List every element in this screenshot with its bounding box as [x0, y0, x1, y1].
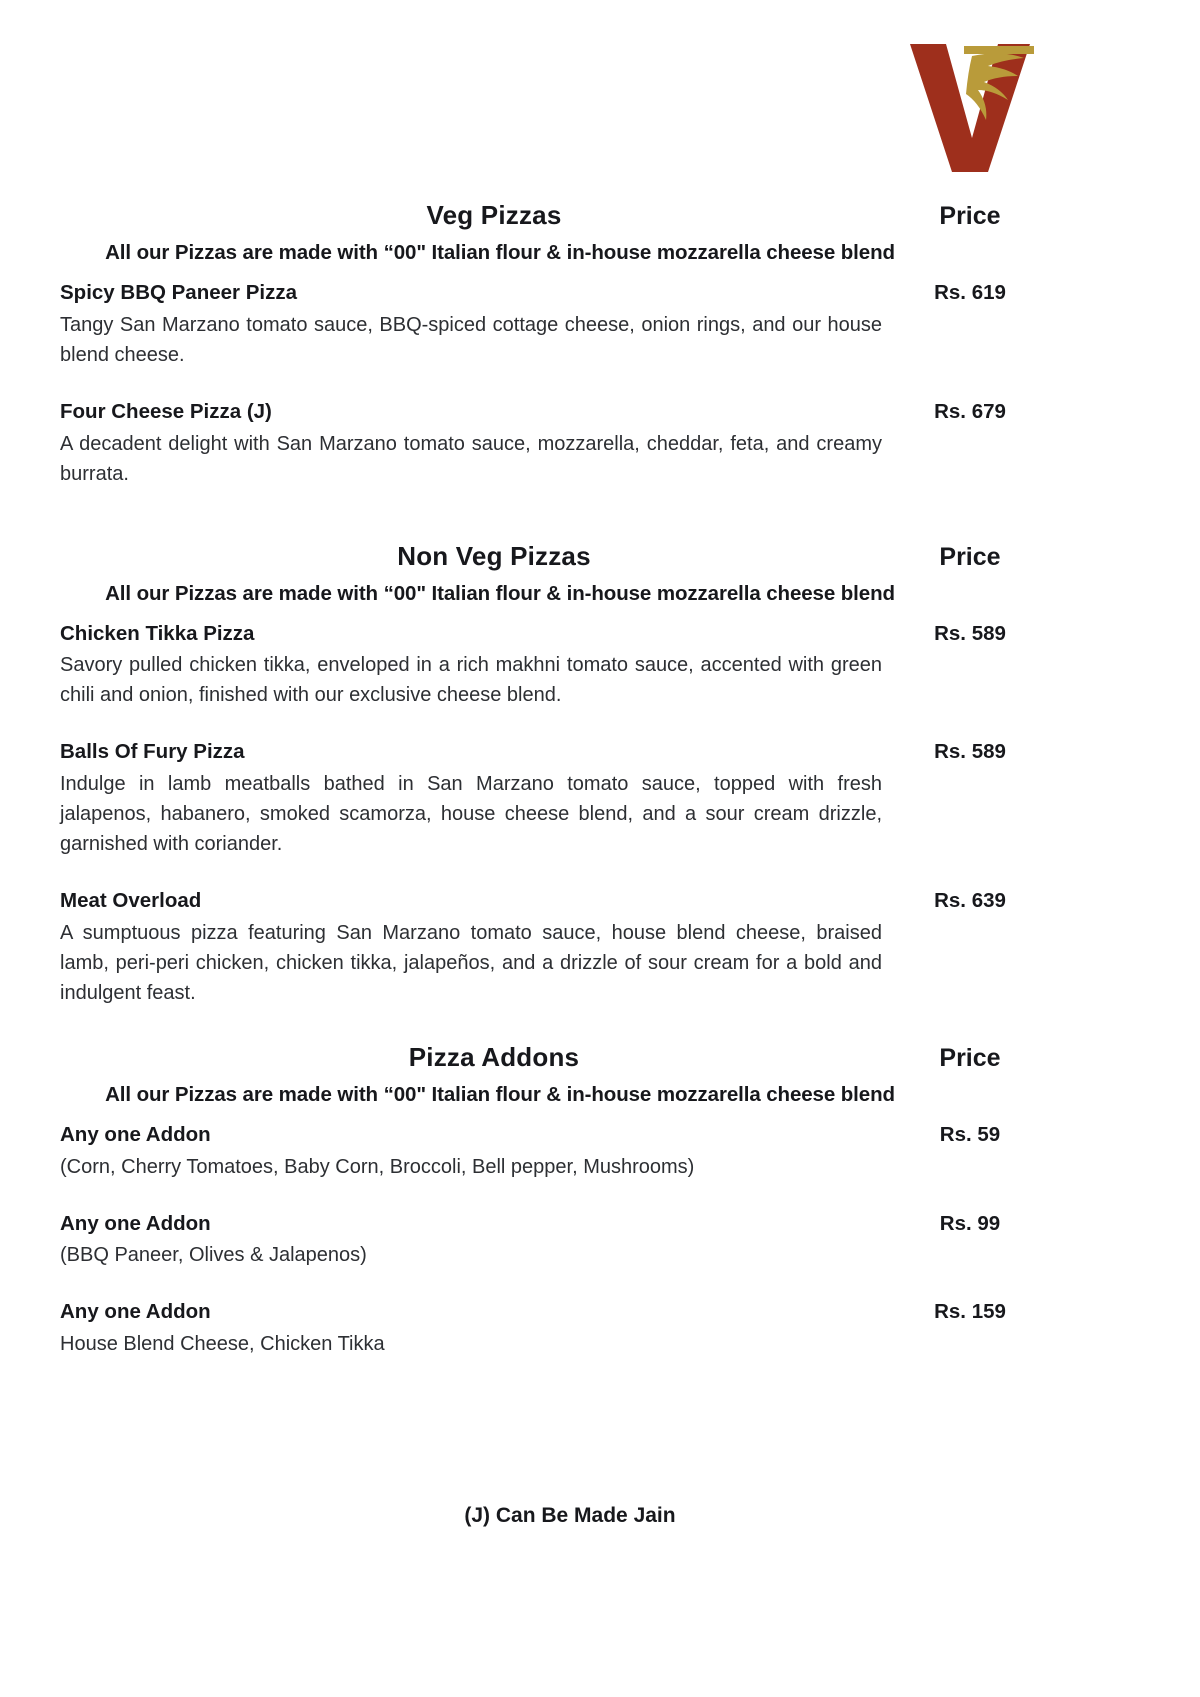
section-header [60, 1042, 1070, 1073]
section-veg-pizzas [60, 200, 1070, 489]
menu-item-description: (BBQ Paneer, Olives & Jalapenos) [60, 1244, 367, 1267]
menu-item-price: Rs. 99 [939, 1211, 1001, 1235]
menu-item-price: Rs. 639 [934, 889, 1006, 913]
section-note: All our Pizzas are made with “00" Italian flour & in-house mozzarella cheese blend [105, 241, 895, 264]
section-pizza-addons [60, 1042, 1070, 1359]
spacer [60, 1012, 1070, 1042]
menu-item-main [60, 399, 890, 489]
menu-item-description: A sumptuous pizza featuring San Marzano tomato sauce, house blend cheese, braised lamb, peri-peri chicken, chicken tikka, jalapeños, and a drizzle of sour cream for a bold and indulgent feast. [60, 921, 882, 1004]
section-title: Veg Pizzas [426, 200, 562, 230]
menu-item-main [60, 1122, 890, 1182]
menu-item-description: (Corn, Cherry Tomatoes, Baby Corn, Broccoli, Bell pepper, Mushrooms) [60, 1155, 695, 1178]
menu-item-name: Spicy BBQ Paneer Pizza [60, 281, 297, 305]
menu-item [60, 888, 1070, 1008]
menu-item-name: Balls Of Fury Pizza [60, 740, 245, 764]
menu-item-name: Four Cheese Pizza (J) [60, 399, 272, 423]
menu-item-price: Rs. 679 [934, 399, 1006, 423]
menu-item [60, 1122, 1070, 1182]
spacer [60, 370, 1070, 386]
spacer [60, 859, 1070, 875]
menu-item-name: Any one Addon [60, 1122, 211, 1146]
section-title: Non Veg Pizzas [397, 540, 591, 571]
menu-item [60, 1211, 1070, 1271]
section-title: Pizza Addons [408, 1041, 580, 1072]
menu-item-main [60, 1299, 890, 1359]
menu-item-name: Any one Addon [60, 1211, 211, 1235]
section-price-header: Price [939, 1043, 1001, 1072]
menu-item-main [60, 621, 890, 711]
section-non-veg-pizzas [60, 541, 1070, 1008]
menu-item-name: Chicken Tikka Pizza [60, 621, 255, 645]
menu-item [60, 280, 1070, 370]
menu-item-price: Rs. 589 [934, 740, 1006, 764]
menu-item [60, 1299, 1070, 1359]
section-price-header: Price [939, 202, 1001, 230]
menu-item [60, 621, 1070, 711]
menu-item-main [60, 739, 890, 859]
logo-icon [902, 38, 1052, 178]
section-price-header: Price [939, 542, 1001, 571]
menu-item-description: Indulge in lamb meatballs bathed in San Marzano tomato sauce, topped with fresh jalapenos, habanero, smoked scamorza, house cheese blend, and a sour cream drizzle, garnished with coriander. [60, 773, 882, 856]
section-header [60, 541, 1070, 572]
menu-item-price: Rs. 159 [934, 1300, 1006, 1324]
spacer [60, 1182, 1070, 1198]
menu-item-main [60, 280, 890, 370]
menu-item-main [60, 1211, 890, 1271]
section-note: All our Pizzas are made with “00" Italian flour & in-house mozzarella cheese blend [105, 581, 895, 605]
spacer [60, 493, 1070, 541]
menu-item-price: Rs. 59 [939, 1122, 1001, 1146]
menu-item [60, 739, 1070, 859]
menu-item [60, 399, 1070, 489]
menu-item-price: Rs. 589 [934, 621, 1006, 645]
section-header [60, 200, 1070, 231]
jain-footnote: (J) Can Be Made Jain [464, 1504, 676, 1527]
menu-item-description: A decadent delight with San Marzano tomato sauce, mozzarella, cheddar, feta, and creamy burrata. [60, 432, 882, 485]
menu-content [60, 200, 1070, 1363]
spacer [60, 710, 1070, 726]
menu-item-main [60, 888, 890, 1008]
brand-logo [902, 38, 1052, 178]
menu-item-name: Any one Addon [60, 1300, 211, 1324]
section-note: All our Pizzas are made with “00" Italian flour & in-house mozzarella cheese blend [105, 1082, 895, 1106]
menu-item-name: Meat Overload [60, 889, 202, 913]
menu-item-description: Savory pulled chicken tikka, enveloped in a rich makhni tomato sauce, accented with green chili and onion, finished with our exclusive cheese blend. [60, 654, 882, 707]
menu-item-description: Tangy San Marzano tomato sauce, BBQ-spiced cottage cheese, onion rings, and our house blend cheese. [60, 313, 882, 366]
menu-item-description: House Blend Cheese, Chicken Tikka [60, 1332, 385, 1355]
spacer [60, 1270, 1070, 1286]
menu-item-price: Rs. 619 [934, 281, 1006, 305]
